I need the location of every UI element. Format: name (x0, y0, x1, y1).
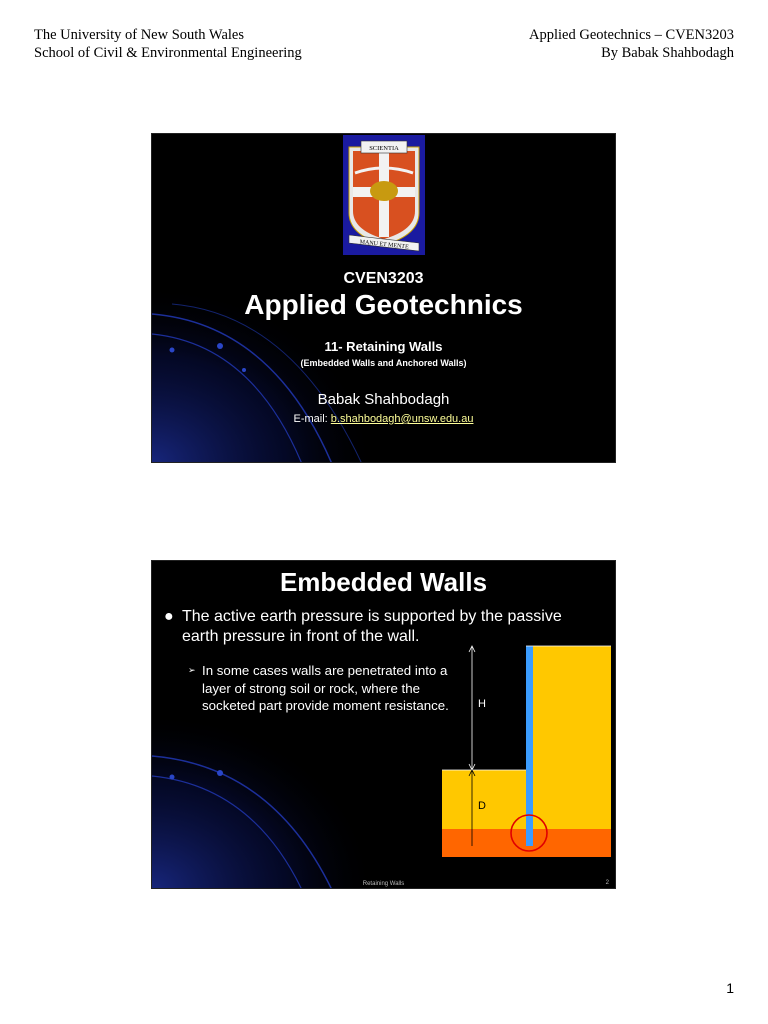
arrow-bullet-icon: ➢ (188, 665, 196, 675)
slide-embedded-walls (151, 560, 616, 889)
slide-number: 2 (605, 880, 609, 886)
page-number: 1 (726, 980, 734, 996)
sub-bullet-text: In some cases walls are penetrated into a layer of strong soil or rock, where the socketed part provide moment resistance. (202, 663, 449, 713)
email-link[interactable]: b.shahbodagh@unsw.edu.au (330, 413, 474, 425)
school-name: School of Civil & Environmental Engineering (34, 45, 302, 61)
page-header-right (529, 26, 734, 62)
crest-banner-bottom: MANU ET MENTE (359, 239, 409, 251)
slide-footer: Retaining Walls (362, 881, 405, 887)
email-label: E-mail: (293, 413, 331, 425)
lecture-title: 11- Retaining Walls (324, 339, 443, 354)
slide-title-text: Embedded Walls (279, 567, 488, 597)
course-title: Applied Geotechnics – CVEN3203 (529, 27, 734, 43)
author-name: Babak Shahbodagh (317, 391, 450, 408)
unsw-crest-logo (343, 135, 425, 255)
label-h: H (478, 698, 486, 710)
bullet-dot-icon: ● (164, 608, 174, 625)
course-code: CVEN3203 (343, 270, 424, 287)
slide-title (151, 133, 616, 463)
lecture-subtitle: (Embedded Walls and Anchored Walls) (300, 358, 467, 368)
bullet-text: The active earth pressure is supported by the passive earth pressure in front of the wall. (182, 608, 562, 645)
crest-banner-top: SCIENTIA (369, 145, 399, 152)
university-name: The University of New South Wales (34, 27, 244, 43)
author-line: By Babak Shahbodagh (601, 45, 734, 61)
retained-soil (532, 646, 611, 829)
embedded-wall-diagram (152, 561, 616, 889)
slide-main-title: Applied Geotechnics (244, 289, 523, 320)
email-line (152, 413, 615, 425)
page-header-left (34, 26, 302, 62)
label-d: D (478, 800, 486, 812)
